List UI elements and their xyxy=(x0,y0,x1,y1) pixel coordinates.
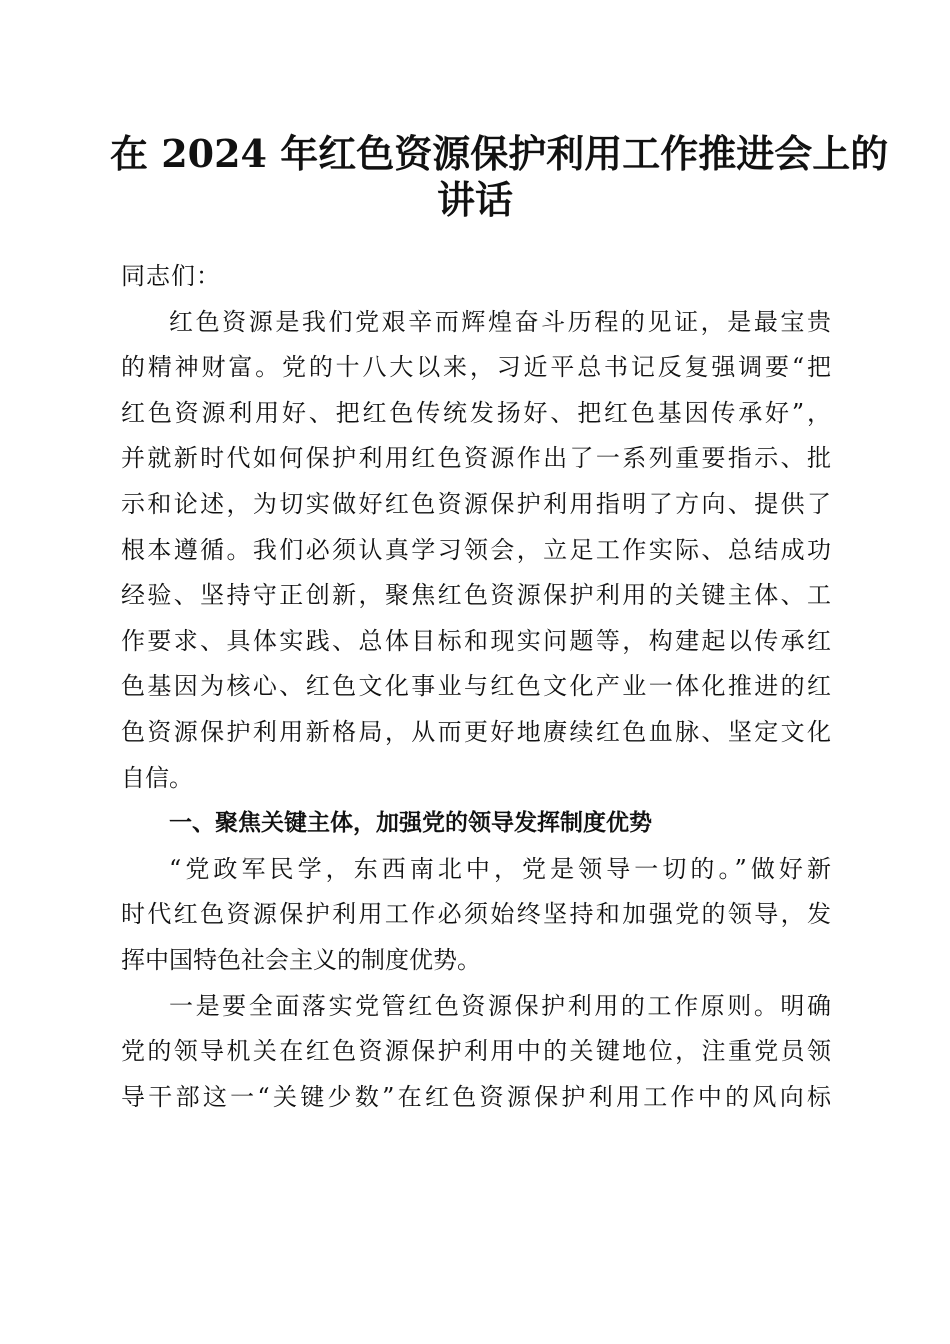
paragraph-line: 挥中国特色社会主义的制度优势。 xyxy=(121,945,481,974)
paragraph-line: 根本遵循。我们必须认真学习领会，立足工作实际、总结成功 xyxy=(121,535,831,564)
paragraph-intro xyxy=(121,300,831,802)
paragraph-line: 色基因为核心、红色文化事业与红色文化产业一体化推进的红 xyxy=(121,672,831,701)
document-title xyxy=(110,130,889,222)
paragraph-line: 一是要全面落实党管红色资源保护利用的工作原则。明确 xyxy=(169,991,831,1020)
paragraph-line: 时代红色资源保护利用工作必须始终坚持和加强党的领导，发 xyxy=(121,900,831,929)
paragraph-line: 红色资源是我们党艰辛而辉煌奋斗历程的见证，是最宝贵 xyxy=(169,307,831,336)
paragraph-line: 导干部这一“关键少数”在红色资源保护利用工作中的风向标 xyxy=(121,1082,831,1111)
paragraph-party-leadership xyxy=(121,847,831,984)
paragraph-line: 经验、坚持守正创新，聚焦红色资源保护利用的关键主体、工 xyxy=(121,581,831,610)
paragraph-line: 示和论述，为切实做好红色资源保护利用指明了方向、提供了 xyxy=(121,489,831,518)
paragraph-line: 自信。 xyxy=(121,763,193,792)
paragraph-first-point xyxy=(121,984,831,1121)
paragraph-line: 作要求、具体实践、总体目标和现实问题等，构建起以传承红 xyxy=(121,626,831,655)
paragraph-line: 红色资源利用好、把红色传统发扬好、把红色基因传承好”， xyxy=(121,398,831,427)
document-body xyxy=(121,254,831,1120)
title-line: 讲话 xyxy=(436,176,513,222)
greeting: 同志们： xyxy=(121,262,221,290)
title-line: 在 2024 年红色资源保护利用工作推进会上的 xyxy=(110,131,889,176)
section-heading: 一、聚焦关键主体，加强党的领导发挥制度优势 xyxy=(169,810,652,837)
paragraph-line: “党政军民学，东西南北中，党是领导一切的。”做好新 xyxy=(169,854,831,883)
paragraph-line: 党的领导机关在红色资源保护利用中的关键地位，注重党员领 xyxy=(121,1037,831,1066)
paragraph-line: 并就新时代如何保护利用红色资源作出了一系列重要指示、批 xyxy=(121,444,831,473)
paragraph-line: 的精神财富。党的十八大以来，习近平总书记反复强调要“把 xyxy=(121,353,831,382)
paragraph-line: 色资源保护利用新格局，从而更好地赓续红色血脉、坚定文化 xyxy=(121,717,831,746)
